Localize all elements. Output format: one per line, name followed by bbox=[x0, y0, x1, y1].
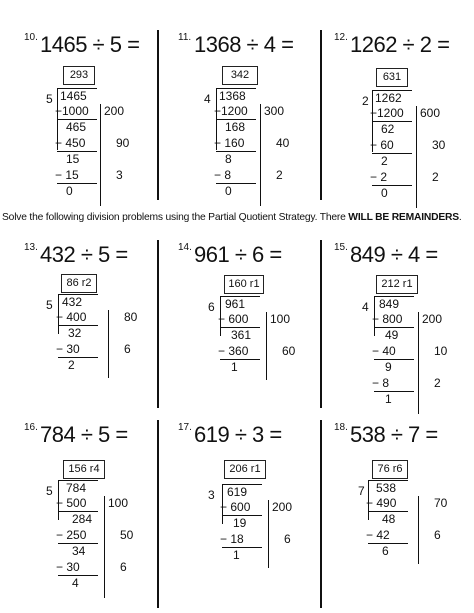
remainder: 15 bbox=[66, 152, 80, 166]
divisor: 5 bbox=[46, 484, 53, 498]
dividend: 961 bbox=[225, 297, 246, 311]
column-separator bbox=[320, 240, 322, 408]
remainder: 19 bbox=[233, 516, 247, 530]
subtraction-line bbox=[372, 153, 412, 154]
partial-quotient: 70 bbox=[434, 496, 448, 510]
partial-quotient: 60 bbox=[282, 344, 296, 358]
partial-quotient: 80 bbox=[124, 310, 138, 324]
subtraction: − 500 bbox=[56, 496, 87, 510]
partial-quotient: 50 bbox=[120, 528, 134, 542]
remainder: 0 bbox=[66, 184, 73, 198]
subtraction: − 8 bbox=[372, 376, 390, 390]
subtraction-line bbox=[374, 391, 414, 392]
quotient-column-line bbox=[268, 500, 269, 568]
subtraction: − 42 bbox=[366, 528, 390, 542]
answer-box: 631 bbox=[376, 68, 408, 87]
dividend: 432 bbox=[62, 295, 83, 309]
instructions bbox=[2, 212, 462, 223]
partial-quotient: 300 bbox=[264, 104, 285, 118]
subtraction-line bbox=[222, 547, 262, 548]
partial-quotient: 100 bbox=[270, 312, 291, 326]
subtraction: −1200 bbox=[214, 104, 248, 118]
column-separator bbox=[320, 420, 322, 608]
column-separator bbox=[157, 240, 159, 408]
remainder: 0 bbox=[381, 186, 388, 200]
dividend: 1368 bbox=[219, 89, 246, 103]
divisor: 6 bbox=[208, 300, 215, 314]
remainder: 32 bbox=[68, 326, 82, 340]
divisor: 7 bbox=[358, 484, 365, 498]
subtraction: − 8 bbox=[214, 168, 232, 182]
subtraction-line bbox=[374, 359, 414, 360]
partial-quotient: 90 bbox=[116, 136, 130, 150]
remainder: 361 bbox=[231, 328, 252, 342]
subtraction-line bbox=[216, 183, 256, 184]
problem-number: 17. bbox=[178, 422, 192, 433]
instruction-end: . bbox=[458, 212, 462, 223]
partial-quotient: 600 bbox=[420, 106, 441, 120]
division-expression: 432 ÷ 5 = bbox=[40, 242, 128, 267]
column-separator bbox=[157, 30, 159, 200]
answer-box: 160 r1 bbox=[224, 275, 264, 294]
column-separator bbox=[320, 30, 322, 200]
divisor: 5 bbox=[46, 92, 53, 106]
partial-quotient: 200 bbox=[422, 312, 443, 326]
problem-number: 14. bbox=[178, 242, 192, 253]
division-expression: 961 ÷ 6 = bbox=[194, 242, 282, 267]
quotient-column-line bbox=[266, 312, 267, 380]
quotient-column-line bbox=[416, 106, 417, 208]
dividend: 784 bbox=[66, 481, 87, 495]
subtraction-line bbox=[216, 151, 256, 152]
problem-number: 13. bbox=[24, 242, 38, 253]
quotient-column-line bbox=[100, 104, 101, 206]
divisor: 4 bbox=[204, 92, 211, 106]
answer-box: 206 r1 bbox=[224, 460, 266, 479]
remainder: 9 bbox=[385, 360, 392, 374]
subtraction: − 600 bbox=[218, 312, 249, 326]
dividend: 538 bbox=[376, 481, 397, 495]
answer-box: 293 bbox=[63, 66, 95, 85]
answer-box: 212 r1 bbox=[376, 275, 418, 294]
division-expression: 1368 ÷ 4 = bbox=[194, 32, 294, 57]
quotient-column-line bbox=[108, 310, 109, 378]
divisor: 3 bbox=[208, 488, 215, 502]
dividend: 1465 bbox=[60, 89, 87, 103]
problem-number: 18. bbox=[334, 422, 348, 433]
subtraction: − 2 bbox=[370, 170, 388, 184]
partial-quotient: 6 bbox=[434, 528, 441, 542]
subtraction: − 360 bbox=[218, 344, 249, 358]
subtraction: − 490 bbox=[366, 496, 397, 510]
answer-box: 342 bbox=[222, 66, 258, 85]
division-expression: 1465 ÷ 5 = bbox=[40, 32, 140, 57]
remainder: 4 bbox=[72, 576, 79, 590]
division-expression: 784 ÷ 5 = bbox=[40, 422, 128, 447]
instruction-text: Solve the following division problems using the Partial Quotient Strategy. There bbox=[2, 212, 349, 223]
divisor: 4 bbox=[362, 300, 369, 314]
dividend: 1262 bbox=[375, 91, 402, 105]
subtraction: − 40 bbox=[372, 344, 396, 358]
subtraction: −1000 bbox=[55, 104, 89, 118]
subtraction-line bbox=[220, 359, 260, 360]
subtraction: − 400 bbox=[56, 310, 87, 324]
subtraction: − 60 bbox=[370, 138, 394, 152]
partial-quotient: 200 bbox=[272, 500, 293, 514]
division-expression: 1262 ÷ 2 = bbox=[350, 32, 450, 57]
subtraction-line bbox=[58, 357, 98, 358]
divisor: 2 bbox=[362, 94, 369, 108]
problem-number: 10. bbox=[24, 32, 38, 43]
subtraction: − 18 bbox=[220, 532, 244, 546]
problem-number: 16. bbox=[24, 422, 38, 433]
partial-quotient: 6 bbox=[120, 560, 127, 574]
subtraction-line bbox=[57, 183, 97, 184]
partial-quotient: 40 bbox=[276, 136, 290, 150]
remainder: 6 bbox=[382, 544, 389, 558]
partial-quotient: 6 bbox=[284, 532, 291, 546]
problem-number: 15. bbox=[334, 242, 348, 253]
quotient-column-line bbox=[418, 496, 419, 564]
remainder: 2 bbox=[381, 154, 388, 168]
remainder: 48 bbox=[382, 512, 396, 526]
remainder: 62 bbox=[381, 122, 395, 136]
partial-quotient: 30 bbox=[432, 138, 446, 152]
remainder: 1 bbox=[233, 548, 240, 562]
subtraction: − 800 bbox=[372, 312, 403, 326]
remainder: 168 bbox=[225, 120, 246, 134]
subtraction: − 30 bbox=[56, 342, 80, 356]
remainder: 1 bbox=[231, 360, 238, 374]
subtraction: −1200 bbox=[370, 106, 404, 120]
division-expression: 538 ÷ 7 = bbox=[350, 422, 438, 447]
partial-quotient: 6 bbox=[124, 342, 131, 356]
remainder: 465 bbox=[66, 120, 87, 134]
partial-quotient: 10 bbox=[434, 344, 448, 358]
partial-quotient: 100 bbox=[108, 496, 129, 510]
subtraction: − 250 bbox=[56, 528, 87, 542]
division-expression: 849 ÷ 4 = bbox=[350, 242, 438, 267]
quotient-column-line bbox=[260, 104, 261, 206]
problem-number: 12. bbox=[334, 32, 348, 43]
divisor: 5 bbox=[46, 298, 53, 312]
quotient-column-line bbox=[418, 312, 419, 414]
answer-box: 76 r6 bbox=[372, 460, 408, 479]
partial-quotient: 2 bbox=[432, 170, 439, 184]
subtraction-line bbox=[372, 185, 412, 186]
remainder: 49 bbox=[385, 328, 399, 342]
instruction-emphasis: WILL BE REMAINDERS bbox=[348, 212, 459, 223]
partial-quotient: 2 bbox=[434, 376, 441, 390]
subtraction: − 600 bbox=[220, 500, 251, 514]
quotient-column-line bbox=[104, 496, 105, 598]
dividend: 619 bbox=[227, 485, 248, 499]
remainder: 284 bbox=[72, 512, 93, 526]
remainder: 0 bbox=[225, 184, 232, 198]
answer-box: 156 r4 bbox=[63, 460, 105, 479]
subtraction: − 160 bbox=[214, 136, 245, 150]
remainder: 8 bbox=[225, 152, 232, 166]
partial-quotient: 200 bbox=[104, 104, 125, 118]
remainder: 1 bbox=[385, 392, 392, 406]
division-expression: 619 ÷ 3 = bbox=[194, 422, 282, 447]
answer-box: 86 r2 bbox=[61, 274, 97, 293]
subtraction: − 450 bbox=[55, 136, 86, 150]
subtraction: − 30 bbox=[56, 560, 80, 574]
partial-quotient: 3 bbox=[116, 168, 123, 182]
remainder: 2 bbox=[68, 358, 75, 372]
partial-quotient: 2 bbox=[276, 168, 283, 182]
dividend: 849 bbox=[379, 297, 400, 311]
subtraction: − 15 bbox=[55, 168, 79, 182]
column-separator bbox=[157, 420, 159, 608]
remainder: 34 bbox=[72, 544, 86, 558]
problem-number: 11. bbox=[178, 32, 192, 43]
